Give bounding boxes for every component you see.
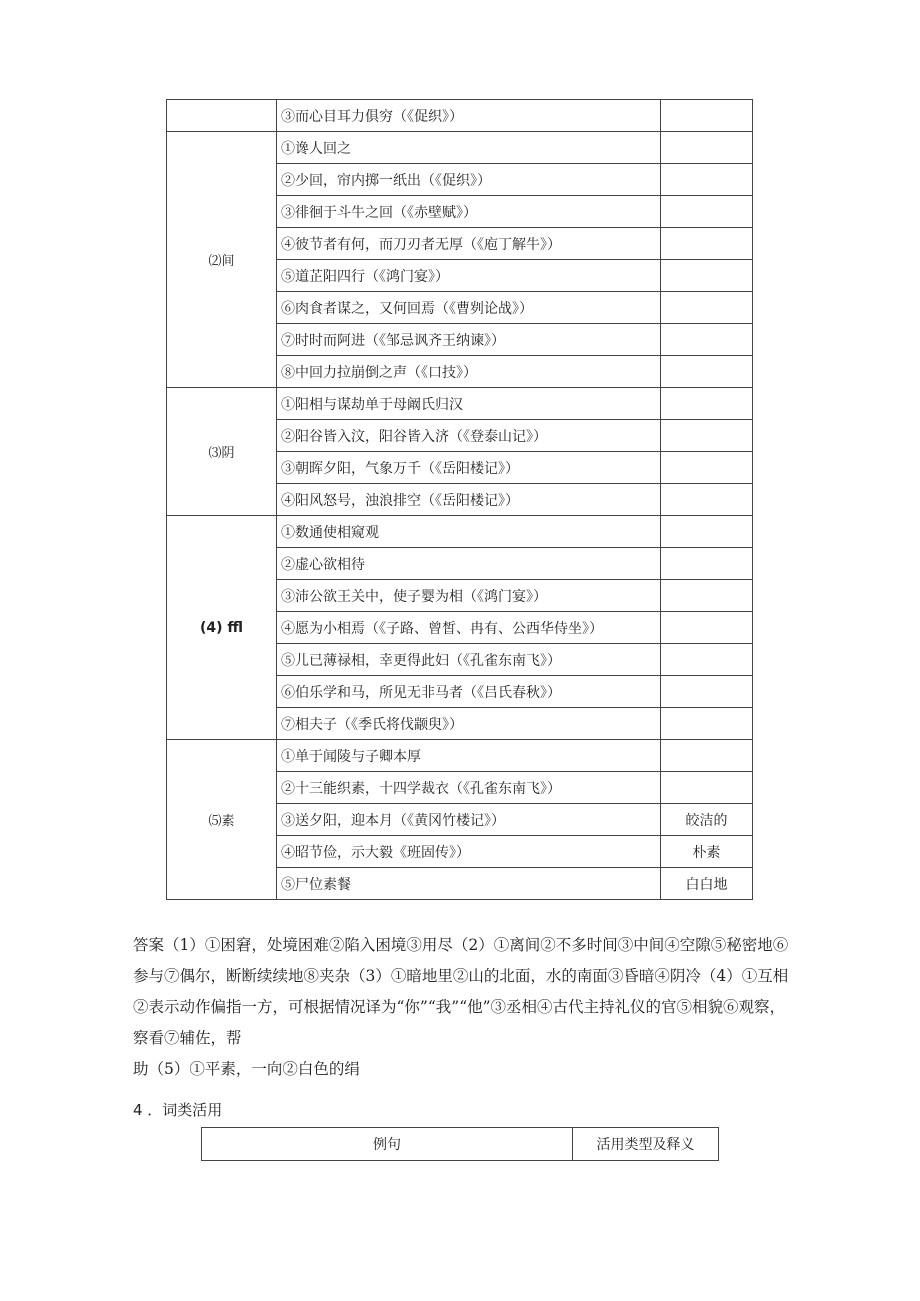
- meaning-cell: 白白地: [661, 868, 753, 900]
- meaning-cell: [661, 228, 753, 260]
- meaning-cell: [661, 612, 753, 644]
- sentence-cell: ⑦时时而阿进（《邹忌讽齐王纳谏》）: [277, 324, 661, 356]
- meaning-cell: [661, 132, 753, 164]
- sentence-cell: ②虚心欲相待: [277, 548, 661, 580]
- table-row: [167, 388, 753, 420]
- meaning-cell: [661, 196, 753, 228]
- word-cell: ⑶阴: [167, 388, 277, 516]
- sentence-cell: ⑦相夫子（《季氏将伐颛臾》）: [277, 708, 661, 740]
- meaning-cell: [661, 740, 753, 772]
- sentence-cell: ①阳相与谋劫单于母阚氏归汉: [277, 388, 661, 420]
- sentence-cell: ③徘徊于斗牛之回（《赤壁赋》）: [277, 196, 661, 228]
- meaning-cell: 朴素: [661, 836, 753, 868]
- table-row: [167, 100, 753, 132]
- sentence-cell: ①谗人回之: [277, 132, 661, 164]
- meaning-cell: [661, 484, 753, 516]
- polysemy-table: [166, 99, 753, 900]
- meaning-cell: [661, 100, 753, 132]
- sentence-cell: ④阳风怒号，浊浪排空（《岳阳楼记》）: [277, 484, 661, 516]
- sentence-cell: ③朝晖夕阳，气象万千（《岳阳楼记》）: [277, 452, 661, 484]
- sentence-cell: ④昭节俭，示大毅《班固传》）: [277, 836, 661, 868]
- meaning-cell: [661, 548, 753, 580]
- meaning-cell: [661, 356, 753, 388]
- sentence-cell: ②阳谷皆入汶，阳谷皆入济（《登泰山记》）: [277, 420, 661, 452]
- meaning-cell: [661, 388, 753, 420]
- sentence-cell: ③而心目耳力俱穷（《促织》）: [277, 100, 661, 132]
- meaning-cell: [661, 260, 753, 292]
- meaning-cell: [661, 772, 753, 804]
- meaning-cell: [661, 580, 753, 612]
- table-row: [167, 516, 753, 548]
- table-row: [167, 740, 753, 772]
- sentence-cell: ③送夕阳，迎本月（《黄冈竹楼记》）: [277, 804, 661, 836]
- word-cell: (4) ffl: [167, 516, 277, 740]
- sentence-cell: ⑤儿已薄禄相，幸更得此妇（《孔雀东南飞》）: [277, 644, 661, 676]
- sentence-cell: ⑤尸位素餐: [277, 868, 661, 900]
- answer-line: 助（5）①平素，一向②白色的绢: [133, 1060, 360, 1078]
- sentence-cell: ②十三能织素，十四学裁衣（《孔雀东南飞》）: [277, 772, 661, 804]
- meaning-cell: [661, 292, 753, 324]
- meaning-cell: [661, 516, 753, 548]
- table-header-row: [202, 1128, 719, 1161]
- part-of-speech-table: [201, 1127, 719, 1161]
- sentence-cell: ⑧中回力拉崩倒之声（《口技》）: [277, 356, 661, 388]
- meaning-cell: [661, 452, 753, 484]
- meaning-cell: [661, 676, 753, 708]
- meaning-cell: [661, 164, 753, 196]
- sentence-cell: ④愿为小相焉（《子路、曾皙、冉有、公西华侍坐》）: [277, 612, 661, 644]
- sentence-cell: ①单于闻陵与子卿本厚: [277, 740, 661, 772]
- sentence-cell: ③沛公欲王关中，使子婴为相（《鸿门宴》）: [277, 580, 661, 612]
- meaning-cell: [661, 644, 753, 676]
- answer-line: 答案（1）①困窘，处境困难②陷入困境③用尽（2）①离间②不多时间③中间④空隙⑤秘密地⑥参与⑦偶尔，断断续续地⑧夹杂（3）①暗地里②山的北面，水的南面③昏暗④阴冷（4）①互相②表示动作偏指一方，可根据情况译为“你”“我”“他”③丞相④古代主持礼仪的官⑤相貌⑥观察，察看⑦辅佐，帮: [133, 936, 789, 1047]
- meaning-cell: [661, 420, 753, 452]
- header-type: 活用类型及释义: [573, 1128, 719, 1161]
- header-example: 例句: [202, 1128, 573, 1161]
- section-title: 4 ．词类活用: [133, 1101, 223, 1119]
- word-cell: ⑸素: [167, 740, 277, 900]
- meaning-cell: 皎洁的: [661, 804, 753, 836]
- word-cell: [167, 100, 277, 132]
- table-row: [167, 132, 753, 164]
- sentence-cell: ②少回，帘内掷一纸出（《促织》）: [277, 164, 661, 196]
- sentence-cell: ④彼节者有何，而刀刃者无厚（《庖丁解牛》）: [277, 228, 661, 260]
- word-cell: ⑵间: [167, 132, 277, 388]
- answer-block: [133, 930, 793, 1085]
- sentence-cell: ⑤道芷阳四行（《鸿门宴》）: [277, 260, 661, 292]
- sentence-cell: ⑥肉食者谋之，又何回焉（《曹刿论战》）: [277, 292, 661, 324]
- meaning-cell: [661, 324, 753, 356]
- sentence-cell: ⑥伯乐学和马，所见无非马者（《吕氏春秋》）: [277, 676, 661, 708]
- sentence-cell: ①数通使相窥观: [277, 516, 661, 548]
- meaning-cell: [661, 708, 753, 740]
